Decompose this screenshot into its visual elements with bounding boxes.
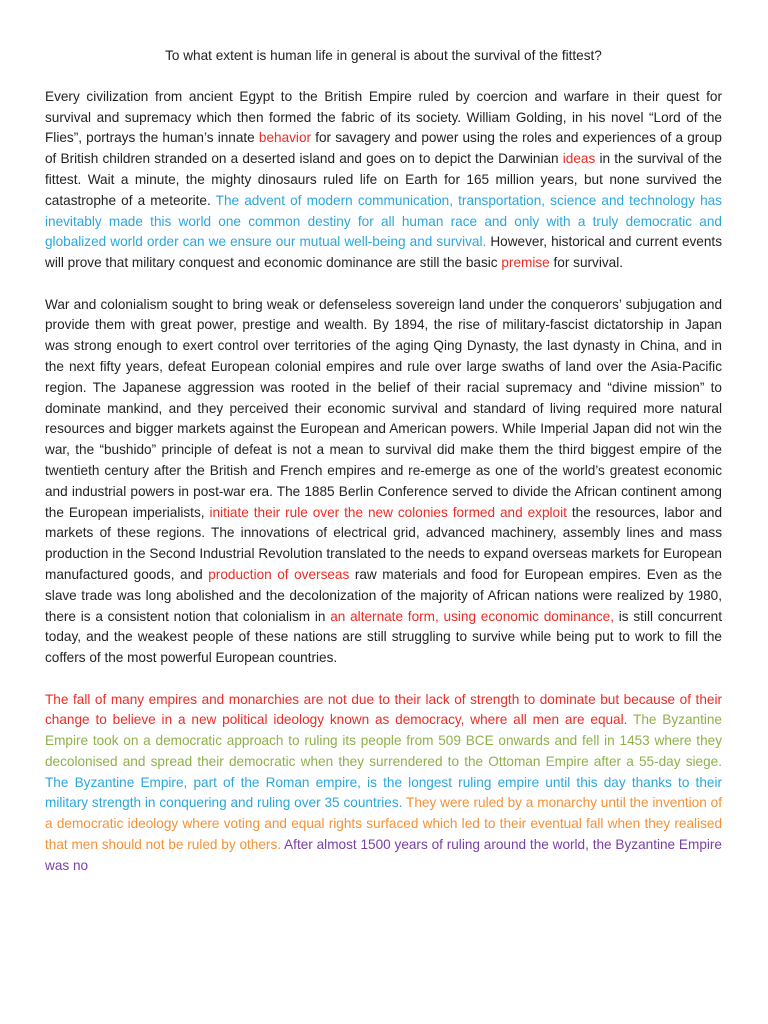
text-segment: the resources, labor and markets of these regions. The innovations of electrical grid, advanced machinery, assembly lines and mass production in the Second Industrial Revolution translated to the needs to expand overseas markets for European manufactured goods, and bbox=[45, 504, 723, 582]
text-segment: raw materials and food for European empires. Even as the slave trade was long abolished and the decolonization of the majority of African nations were realized by 1980, there is a consistent notion that colonialism in bbox=[45, 566, 723, 624]
text-segment: Every civilization from ancient Egypt to the British Empire ruled by coercion and warfare in their quest for survival and supremacy which then formed the fabric of its society. William Golding, in his novel “Lord of the Flies”, portrays the human’s innate bbox=[45, 88, 722, 146]
text-segment: is still concurrent today, and the weakest people of these nations are still struggling to survive while being put to work to fill the coffers of the most powerful European countries. bbox=[45, 608, 722, 666]
highlighted-phrase: production of overseas bbox=[208, 566, 350, 582]
highlighted-word: ideas bbox=[562, 151, 596, 167]
highlighted-sentence: The Byzantine Empire took on a democratic approach to ruling its people from 509 BCE onwards and fell in 1453 where they decolonised and spread their democratic when they surrendered to the Ottoman Empire after a 55-day siege. bbox=[45, 712, 722, 769]
highlighted-word: premise bbox=[501, 255, 550, 271]
highlighted-sentence: The fall of many empires and monarchies are not due to their lack of strength to dominate but because of their change to believe in a new political ideology known as democracy, where all men are equal. bbox=[45, 691, 722, 728]
text-segment: for savagery and power using the roles and experiences of a group of British children stranded on a deserted island and goes on to depict the Darwinian bbox=[45, 130, 722, 167]
highlighted-sentence: After almost 1500 years of ruling around the world, the Byzantine Empire was no bbox=[45, 837, 722, 873]
highlighted-sentence: They were ruled by a monarchy until the invention of a democratic ideology where voting and equal rights surfaced which led to their eventual fall when they realised that men should not be ruled by others. bbox=[45, 795, 723, 853]
text-segment: in the survival of the fittest. Wait a minute, the mighty dinosaurs ruled life on Earth for 165 million years, but none survived the catastrophe of a meteorite. bbox=[45, 151, 722, 208]
highlighted-word: behavior bbox=[258, 130, 312, 146]
highlighted-sentence: The Byzantine Empire, part of the Roman empire, is the longest ruling empire until this day thanks to their military strength in conquering and ruling over 35 countries. bbox=[45, 774, 722, 811]
highlighted-sentence: The advent of modern communication, transportation, science and technology has inevitably made this world one common destiny for all human race and only with a truly democratic and globalized world order can we ensure our mutual well-being and survival. bbox=[45, 192, 722, 250]
paragraph-3 bbox=[45, 690, 722, 877]
paragraph-1 bbox=[45, 87, 722, 274]
paragraph-2 bbox=[45, 295, 722, 669]
text-segment: War and colonialism sought to bring weak or defenseless sovereign land under the conquerors’ subjugation and provide them with great power, prestige and wealth. By 1894, the rise of military-fascist dictatorship in Japan was strong enough to exert control over territories of the aging Qing Dynasty, the last dynasty in China, and in the next fifty years, defeat European colonial empires and rule over large swaths of land over the Asia-Pacific region. The Japanese aggression was rooted in the belief of their racial supremacy and “divine mission” to dominate mankind, and they perceived their economic survival and standard of living required more natural resources and bigger markets against the European and American powers. While Imperial Japan did not win the war, the “bushido” principle of defeat is not a mean to survival did make them the third biggest empire of the twentieth century after the British and French empires and re-emerge as one of the world’s greatest economic and industrial powers in post-war era. The 1885 Berlin Conference served to divide the African continent among the European imperialists, bbox=[45, 296, 722, 520]
highlighted-phrase: initiate their rule over the new colonies formed and exploit bbox=[209, 504, 567, 520]
highlighted-phrase: an alternate form, using economic dominance, bbox=[330, 608, 615, 624]
text-segment: However, historical and current events will prove that military conquest and economic dominance are still the basic bbox=[45, 234, 722, 271]
essay-title: To what extent is human life in general is about the survival of the fittest? bbox=[165, 48, 602, 63]
text-segment: for survival. bbox=[549, 255, 624, 271]
